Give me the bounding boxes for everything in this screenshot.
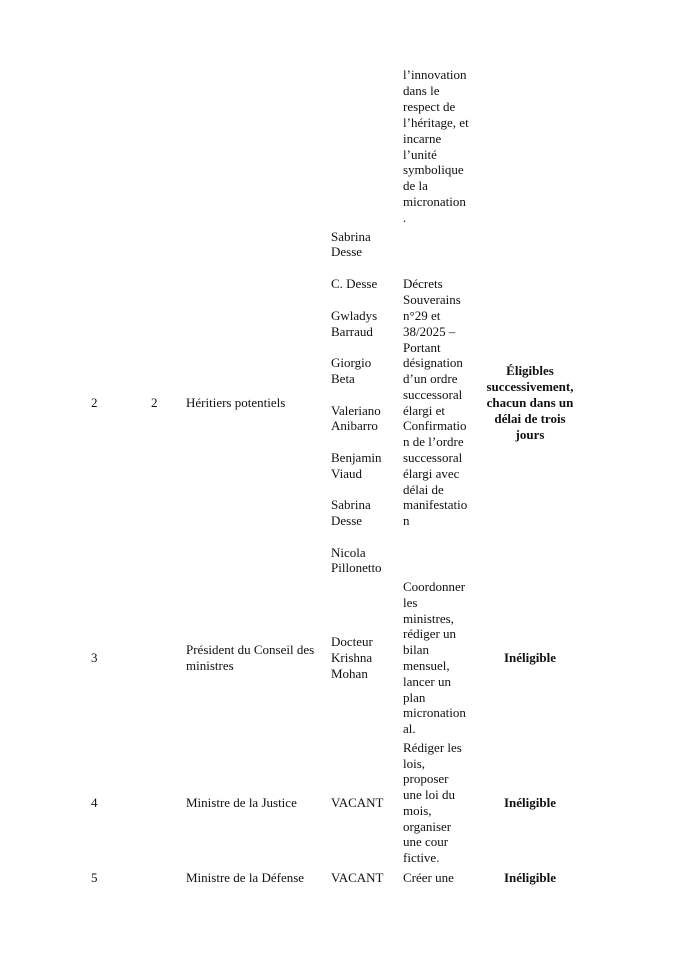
text-line: Rédiger les (403, 740, 462, 755)
text-line: organiser (403, 819, 452, 834)
holder-name: Docteur (331, 634, 373, 649)
holder-name: Anibarro (331, 418, 378, 433)
holder-name: Sabrina (331, 497, 371, 512)
holder-name: Mohan (331, 666, 368, 681)
holder-name: Beta (331, 371, 355, 386)
holder-cell: VACANT (331, 795, 384, 810)
text-line: une loi du (403, 787, 455, 802)
role-cell: Ministre de la Justice (186, 795, 297, 810)
holder-name: Valeriano (331, 403, 381, 418)
text-line: micronation (403, 705, 466, 720)
text-line: délai de (403, 482, 444, 497)
sub-rank-cell: 2 (151, 395, 158, 410)
status-cell: Inéligible (503, 795, 556, 810)
text-line: d’un ordre (403, 371, 458, 386)
text-line: Président du Conseil des (186, 642, 315, 657)
text-line: al. (403, 721, 416, 736)
text-line: proposer (403, 771, 449, 786)
text-line: dans le (403, 83, 440, 98)
text-line: jours (515, 427, 545, 442)
status-cell: Inéligible (503, 650, 556, 665)
text-line: successoral (403, 450, 463, 465)
text-line: plan (403, 690, 426, 705)
holder-name: Viaud (331, 466, 362, 481)
text-line: mois, (403, 803, 432, 818)
holder-name: Pillonetto (331, 560, 382, 575)
text-line: n (403, 513, 410, 528)
rank-cell: 5 (91, 870, 98, 885)
text-line: délai de trois (494, 411, 566, 426)
text-line: chacun dans un (486, 395, 574, 410)
mission-cell: Créer une (403, 870, 454, 885)
text-line: successoral (403, 387, 463, 402)
text-line: l’héritage, et (403, 115, 469, 130)
text-line: Desse (331, 244, 363, 259)
text-line: n°29 et (403, 308, 441, 323)
holder-name: C. Desse (331, 276, 378, 291)
rank-cell: 3 (91, 650, 98, 665)
text-line: une cour (403, 834, 449, 849)
text-line: Éligibles (506, 363, 554, 378)
text-line: 38/2025 – (403, 324, 456, 339)
text-line: symbolique (403, 162, 464, 177)
text-line: n de l’ordre (403, 434, 464, 449)
rank-cell: 2 (91, 395, 98, 410)
status-cell: Inéligible (503, 870, 556, 885)
text-line: micronation (403, 194, 466, 209)
text-line: Souverains (403, 292, 461, 307)
text-line: incarne (403, 131, 442, 146)
text-line: élargi et (403, 403, 445, 418)
text-line: lois, (403, 756, 426, 771)
text-line: de la (403, 178, 428, 193)
text-line: ministres, (403, 611, 454, 626)
text-line: Coordonner (403, 579, 466, 594)
holder-name: Nicola (331, 545, 366, 560)
rank-cell: 4 (91, 795, 98, 810)
role-cell: Ministre de la Défense (186, 870, 305, 885)
text-line: manifestatio (403, 497, 468, 512)
holder-name: Barraud (331, 324, 373, 339)
holder-name: Giorgio (331, 355, 372, 370)
holder-name: Krishna (331, 650, 373, 665)
text-line: fictive. (403, 850, 440, 865)
text-line: Confirmatio (403, 418, 467, 433)
text-line: l’unité (403, 147, 437, 162)
text-line: lancer un (403, 674, 452, 689)
holder-name: Benjamin (331, 450, 382, 465)
text-line: mensuel, (403, 658, 450, 673)
text-line: respect de (403, 99, 456, 114)
text-line: Décrets (403, 276, 443, 291)
text-line: l’innovation (403, 67, 467, 82)
holder-name: Desse (331, 513, 363, 528)
text-line: Portant (403, 340, 441, 355)
text-line: élargi avec (403, 466, 460, 481)
text-line: bilan (403, 642, 429, 657)
holder-name: Gwladys (331, 308, 378, 323)
text-line: ministres (186, 658, 234, 673)
text-line: rédiger un (403, 626, 457, 641)
role-cell: Héritiers potentiels (186, 395, 286, 410)
text-line: désignation (403, 355, 463, 370)
text-line: les (403, 595, 418, 610)
text-line: . (403, 210, 407, 225)
text-line: Sabrina (331, 229, 371, 244)
holder-cell: VACANT (331, 870, 384, 885)
text-line: successivement, (486, 379, 574, 394)
